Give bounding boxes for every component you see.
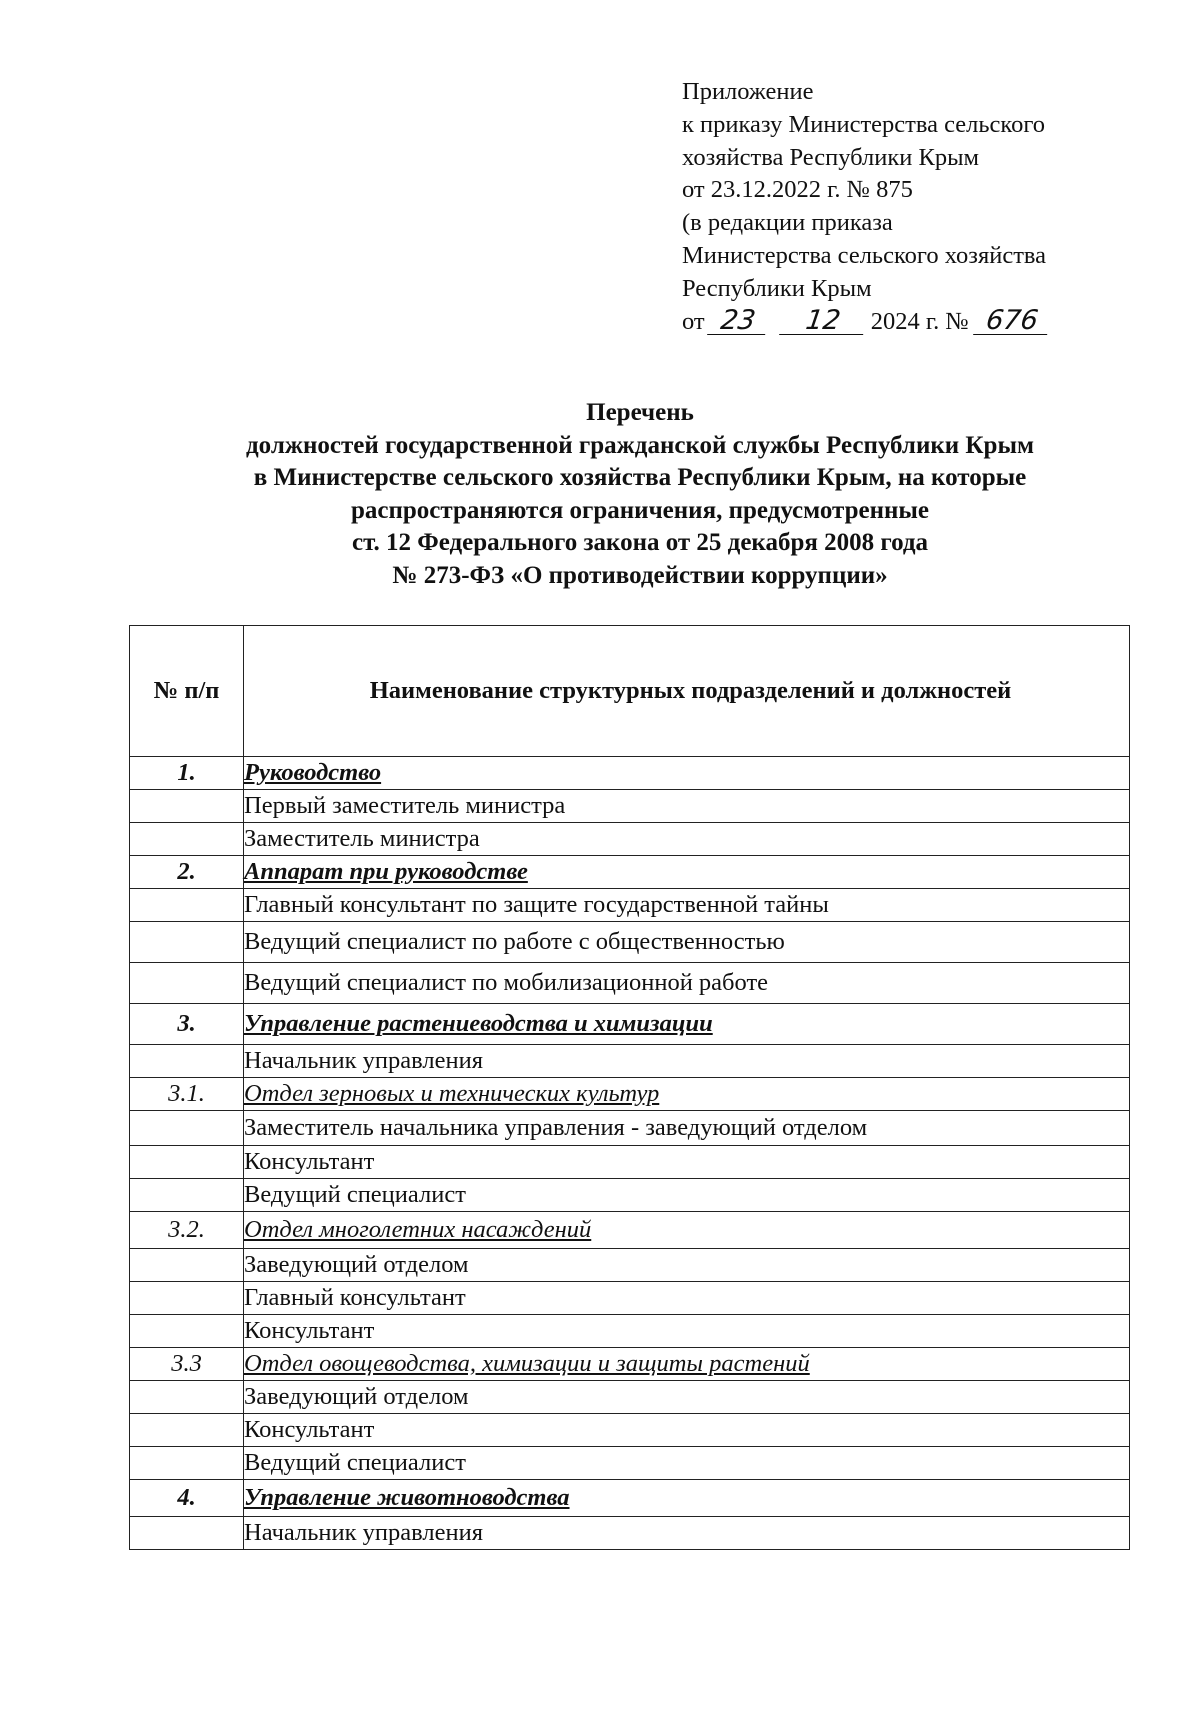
row-name-cell: [244, 1004, 1130, 1045]
row-name-cell: [244, 1111, 1130, 1146]
row-name: Отдел зерновых и технических культур: [244, 1080, 660, 1107]
table-row: [130, 1381, 1130, 1414]
row-name: Заведующий отделом: [244, 1251, 469, 1278]
row-name: Заместитель начальника управления - заведующий отделом: [244, 1114, 868, 1141]
row-name-cell: [244, 1146, 1130, 1179]
row-number: [130, 1045, 244, 1078]
subsection-row: [130, 1078, 1130, 1111]
row-number: 4.: [130, 1480, 244, 1517]
table-row: [130, 963, 1130, 1004]
row-number: 3.1.: [130, 1078, 244, 1111]
table-row: [130, 889, 1130, 922]
row-number: [130, 922, 244, 963]
table-row: [130, 1111, 1130, 1146]
row-name-cell: [244, 889, 1130, 922]
row-name-cell: [244, 963, 1130, 1004]
row-name-cell: [244, 823, 1130, 856]
row-name-cell: [244, 1212, 1130, 1249]
table-row: [130, 1249, 1130, 1282]
title-line: в Министерстве сельского хозяйства Республики Крым, на которые: [253, 464, 1027, 492]
row-number: [130, 1447, 244, 1480]
row-number: [130, 1517, 244, 1550]
table-row: [130, 1282, 1130, 1315]
row-name: Главный консультант по защите государственной тайны: [244, 891, 829, 918]
appendix-line: Министерства сельского хозяйства: [682, 241, 1047, 269]
table-row: [130, 823, 1130, 856]
table-row: [130, 1045, 1130, 1078]
table-row: [130, 1414, 1130, 1447]
row-name-cell: [244, 1447, 1130, 1480]
row-number: [130, 790, 244, 823]
row-name: Начальник управления: [244, 1047, 483, 1074]
row-number: [130, 1381, 244, 1414]
header-number: № п/п: [130, 626, 244, 757]
row-name: Консультант: [244, 1416, 375, 1443]
year-text: 2024 г. №: [870, 307, 969, 335]
row-name: Консультант: [244, 1148, 375, 1175]
row-name-cell: [244, 1414, 1130, 1447]
row-number: 2.: [130, 856, 244, 889]
row-name: Отдел многолетних насаждений: [244, 1216, 592, 1243]
row-name: Управление растениеводства и химизации: [244, 1010, 713, 1037]
amendment-date-line: [682, 306, 1152, 339]
row-name-cell: [244, 1381, 1130, 1414]
title-line: ст. 12 Федерального закона от 25 декабря 2008 года: [351, 529, 929, 557]
table-row: [130, 1179, 1130, 1212]
table-row: [130, 1447, 1130, 1480]
row-number: [130, 823, 244, 856]
appendix-line: (в редакции приказа: [682, 209, 893, 237]
table-row: [130, 790, 1130, 823]
header-name: Наименование структурных подразделений и должностей: [244, 626, 1130, 757]
row-number: [130, 1249, 244, 1282]
section-row: [130, 1004, 1130, 1045]
table-row: [130, 1315, 1130, 1348]
appendix-line: Республики Крым: [682, 274, 872, 302]
row-name-cell: [244, 1282, 1130, 1315]
row-name: Отдел овощеводства, химизации и защиты растений: [244, 1350, 810, 1377]
table-row: [130, 922, 1130, 963]
row-name: Заведующий отделом: [244, 1383, 469, 1410]
row-number: [130, 1315, 244, 1348]
title-line: должностей государственной гражданской службы Республики Крым: [246, 431, 1034, 459]
appendix-line: к приказу Министерства сельского: [682, 110, 1046, 138]
row-name-cell: [244, 922, 1130, 963]
row-number: [130, 1111, 244, 1146]
appendix-line: от 23.12.2022 г. № 875: [682, 176, 913, 204]
row-name-cell: [244, 1315, 1130, 1348]
appendix-line: хозяйства Республики Крым: [682, 143, 980, 171]
row-name: Ведущий специалист по мобилизационной работе: [244, 969, 769, 996]
row-name-cell: [244, 1480, 1130, 1517]
positions-table: [129, 625, 1130, 1550]
row-name-cell: [244, 1045, 1130, 1078]
document-title: [120, 397, 1160, 593]
row-number: [130, 1146, 244, 1179]
row-name-cell: [244, 757, 1130, 790]
row-name-cell: [244, 790, 1130, 823]
table-body: [130, 757, 1130, 1550]
row-name: Начальник управления: [244, 1519, 483, 1546]
row-name: Ведущий специалист: [244, 1449, 466, 1476]
title-line: № 273-ФЗ «О противодействии коррупции»: [392, 561, 888, 589]
row-name: Заместитель министра: [244, 825, 480, 852]
section-row: [130, 856, 1130, 889]
appendix-block: [682, 76, 1152, 338]
row-number: [130, 889, 244, 922]
handwritten-month: 12: [779, 308, 867, 335]
table-row: [130, 1146, 1130, 1179]
handwritten-number: 676: [973, 308, 1051, 335]
row-name-cell: [244, 1517, 1130, 1550]
table-row: [130, 1517, 1130, 1550]
row-name-cell: [244, 856, 1130, 889]
row-number: 3.: [130, 1004, 244, 1045]
row-name: Консультант: [244, 1317, 375, 1344]
table-header-row: [130, 626, 1130, 757]
row-name-cell: [244, 1179, 1130, 1212]
row-name: Руководство: [244, 759, 382, 786]
row-name-cell: [244, 1078, 1130, 1111]
row-number: [130, 1414, 244, 1447]
row-number: 3.3: [130, 1348, 244, 1381]
row-name-cell: [244, 1249, 1130, 1282]
subsection-row: [130, 1348, 1130, 1381]
title-line: Перечень: [586, 399, 694, 426]
row-number: 3.2.: [130, 1212, 244, 1249]
row-name-cell: [244, 1348, 1130, 1381]
row-name: Первый заместитель министра: [244, 792, 566, 819]
title-line: распространяются ограничения, предусмотренные: [350, 496, 930, 524]
row-name: Управление животноводства: [244, 1484, 570, 1511]
row-name: Ведущий специалист: [244, 1181, 466, 1208]
row-name: Аппарат при руководстве: [244, 858, 528, 885]
handwritten-day: 23: [707, 308, 769, 335]
date-prefix: от: [682, 307, 705, 335]
subsection-row: [130, 1212, 1130, 1249]
row-number: [130, 1282, 244, 1315]
row-number: 1.: [130, 757, 244, 790]
row-name: Ведущий специалист по работе с общественностью: [244, 928, 785, 955]
appendix-line: Приложение: [682, 78, 814, 105]
section-row: [130, 757, 1130, 790]
row-number: [130, 1179, 244, 1212]
row-name: Главный консультант: [244, 1284, 466, 1311]
row-number: [130, 963, 244, 1004]
section-row: [130, 1480, 1130, 1517]
